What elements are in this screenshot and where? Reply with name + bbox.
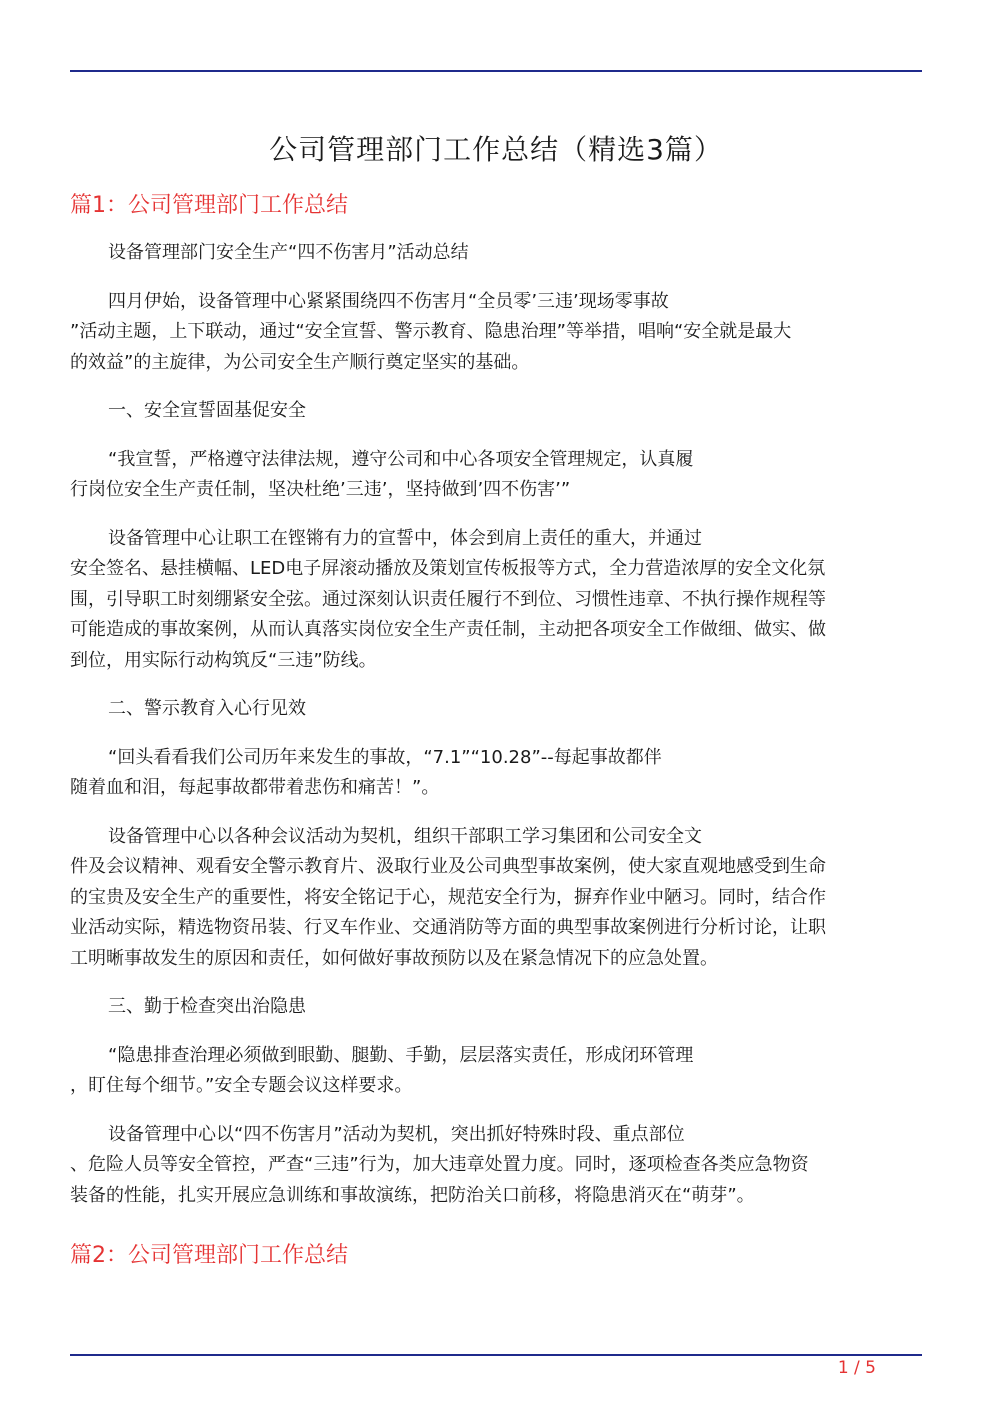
text-line: “回头看看我们公司历年来发生的事故，“7.1”“10.28”--每起事故都伴: [108, 746, 662, 768]
text-line: 的宝贵及安全生产的重要性，将安全铭记于心，规范安全行为，摒弃作业中陋习。同时，结合作: [70, 886, 826, 908]
text-line: 一、安全宣誓固基促安全: [108, 400, 306, 421]
text-line: 的效益”的主旋律，为公司安全生产顺行奠定坚实的基础。: [70, 351, 530, 373]
text-line: 安全签名、悬挂横幅、LED电子屏滚动播放及策划宣传板报等方式，全力营造浓厚的安全文化氛: [70, 558, 826, 579]
text-line: 设备管理中心以“四不伤害月”活动为契机，突出抓好特殊时段、重点部位: [108, 1123, 685, 1145]
paragraph-5: [70, 524, 922, 677]
paragraph-7: [70, 743, 922, 804]
footer-rule: [70, 1354, 922, 1356]
text-line: “我宣誓，严格遵守法律法规，遵守公司和中心各项安全管理规定，认真履: [108, 448, 694, 470]
paragraph-9: [70, 992, 922, 1023]
text-line: 设备管理中心以各种会议活动为契机，组织干部职工学习集团和公司安全文: [108, 825, 702, 847]
text-line: 装备的性能，扎实开展应急训练和事故演练，把防治关口前移，将隐患消灭在“萌芽”。: [70, 1184, 755, 1206]
paragraph-6: [70, 694, 922, 725]
text-line: 、危险人员等安全管控，严查“三违”行为，加大违章处置力度。同时，逐项检查各类应急物资: [70, 1154, 809, 1175]
text-line: 工明晰事故发生的原因和责任，如何做好事故预防以及在紧急情况下的应急处置。: [70, 947, 718, 969]
text-line: ，盯住每个细节。”安全专题会议这样要求。: [70, 1075, 413, 1096]
document-title: 公司管理部门工作总结（精选3篇）: [269, 133, 723, 166]
section-2-heading: 篇2：公司管理部门工作总结: [70, 1243, 348, 1268]
text-line: 围，引导职工时刻绷紧安全弦。通过深刻认识责任履行不到位、习惯性违章、不执行操作规程等: [70, 588, 826, 610]
text-line: 三、勤于检查突出治隐患: [108, 996, 306, 1017]
text-line: 随着血和泪，每起事故都带着悲伤和痛苦！”。: [70, 777, 440, 798]
section-1-heading: 篇1：公司管理部门工作总结: [70, 193, 348, 218]
text-line: 件及会议精神、观看安全警示教育片、汲取行业及公司典型事故案例，使大家直观地感受到生命: [70, 856, 826, 877]
text-line: 四月伊始，设备管理中心紧紧围绕四不伤害月“全员零’三违’现场零事故: [108, 290, 669, 312]
paragraph-4: [70, 445, 922, 506]
text-line: 到位，用实际行动构筑反“三违”防线。: [70, 649, 377, 671]
paragraph-3: [70, 396, 922, 427]
paragraph-11: [70, 1120, 922, 1212]
document-body: [70, 238, 922, 1229]
paragraph-1: [70, 238, 922, 269]
page-number: 1 / 5: [837, 1358, 876, 1378]
text-line: 业活动实际，精选物资吊装、行叉车作业、交通消防等方面的典型事故案例进行分析讨论，让职: [70, 917, 826, 938]
text-line: 二、警示教育入心行见效: [108, 698, 306, 719]
text-line: 可能造成的事故案例，从而认真落实岗位安全生产责任制，主动把各项安全工作做细、做实、做: [70, 619, 826, 640]
paragraph-8: [70, 822, 922, 975]
text-line: “隐患排查治理必须做到眼勤、腿勤、手勤，层层落实责任，形成闭环管理: [108, 1044, 694, 1066]
text-line: 设备管理部门安全生产“四不伤害月”活动总结: [108, 242, 469, 263]
text-line: 行岗位安全生产责任制，坚决杜绝’三违’，坚持做到’四不伤害’”: [70, 479, 571, 500]
text-line: 设备管理中心让职工在铿锵有力的宣誓中，体会到肩上责任的重大，并通过: [108, 527, 702, 549]
text-line: ”活动主题，上下联动，通过“安全宣誓、警示教育、隐患治理”等举措，唱响“安全就是最大: [70, 321, 792, 342]
paragraph-10: [70, 1041, 922, 1102]
paragraph-2: [70, 287, 922, 379]
header-rule: [70, 70, 922, 72]
